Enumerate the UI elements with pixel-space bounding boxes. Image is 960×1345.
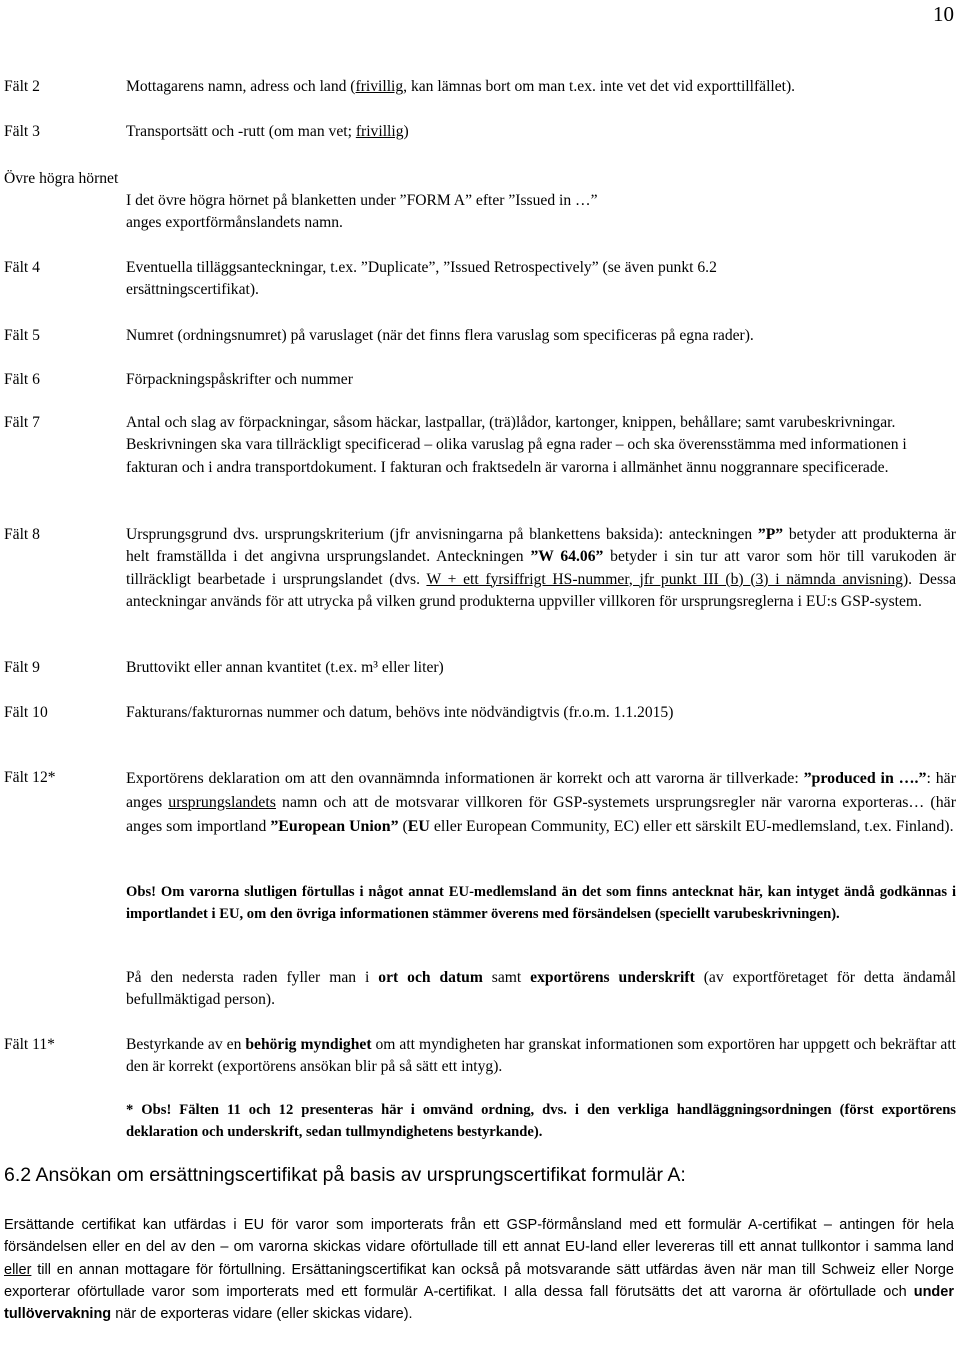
obs-note: Obs! Om varorna slutligen förtullas i något annat EU-medlemsland än det som finns antecknat här, kan intyget ändå godkännas i importlandet i EU, om den övriga informationen stämmer överens med försändelsen (speciellt varubeskrivningen). <box>126 884 956 922</box>
field-8-text: Ursprungsgrund dvs. ursprungskriterium (jfr anvisningarna på blankettens baksida): anteckningen ”P” betyder att produkterna är helt framställda i det angivna ursprungslandet. Anteckningen ”W 64.06” betyder i sin tur att varor som hör till varukoden är tillräckligt bearbetade i ursprungslandet (dvs. W + ett fyrsiffrigt HS-nummer, jfr punkt III (b) (3) i nämnda anvisning). Dessa anteckningar används för att utrycka på vilken grund produkterna uppviller villkoren för ursprungsreglerna i EU:s GSP-system. <box>126 526 957 610</box>
code-w: ”W 64.06” <box>530 548 604 566</box>
page-number: 10 <box>933 2 954 26</box>
field-6-text: Förpackningspåskrifter och nummer <box>126 371 353 388</box>
field-6-label: Fält 6 <box>4 371 40 388</box>
field-4-label: Fält 4 <box>4 259 40 276</box>
underskrift-bold: exportörens underskrift <box>530 969 695 986</box>
obs-note-order: * Obs! Fälten 11 och 12 presenteras här i omvänd ordning, dvs. i den verkliga handläggningsordningen (först exportörens deklaration och underskrift, sedan tullmyndighetens bestyrkande). <box>126 1102 956 1140</box>
field-11-label: Fält 11* <box>4 1036 55 1053</box>
ursprungslandets-underlined: ursprungslandets <box>168 794 276 811</box>
field-12-label: Fält 12* <box>4 769 56 786</box>
field-10-label: Fält 10 <box>4 704 48 721</box>
corner-heading: Övre högra hörnet <box>4 170 119 187</box>
eller-underlined: eller <box>4 1261 32 1278</box>
section-heading: 6.2 Ansökan om ersättningscertifikat på basis av ursprungscertifikat formulär A: <box>4 1164 686 1186</box>
field-7-label: Fält 7 <box>4 414 40 431</box>
ort-datum-bold: ort och datum <box>378 969 483 986</box>
european-union-bold: ”European Union” <box>270 818 399 835</box>
field-2-text: Mottagarens namn, adress och land (frivillig, kan lämnas bort om man t.ex. inte vet det vid exporttillfället). <box>126 78 796 95</box>
field-2-label: Fält 2 <box>4 78 40 95</box>
eu-bold: EU <box>407 818 430 835</box>
field-12-text: Exportörens deklaration om att den ovannämnda informationen är korrekt och att varorna är tillverkade: ”produced in ….”: här anges ursprungslandets namn och att de motsvarar villkoren för GSP-systemets ursprungsregler när varorna exporteras… (här anges som importland ”European Union” (EU eller European Community, EC) eller ett särskilt EU-medlemsland, t.ex. Finland). <box>126 770 956 835</box>
field-3-label: Fält 3 <box>4 123 40 140</box>
field-8-label: Fält 8 <box>4 526 40 543</box>
frivillig-underlined: frivillig <box>355 78 404 95</box>
behorig-myndighet-bold: behörig myndighet <box>245 1036 372 1053</box>
field-9-label: Fält 9 <box>4 659 40 676</box>
field-7-text: Antal och slag av förpackningar, såsom häckar, lastpallar, (trä)lådor, kartonger, knippen, behållare; samt varubeskrivningar. Beskrivningen ska vara tillräckligt specificerad – olika varuslag på egna rader – och ska överensstämma med informationen i fakturan och i andra transportdokument. I fakturan och fraktsedeln är varorna i allmänhet ännu noggrannare specificerade. <box>126 414 907 476</box>
field-5-label: Fält 5 <box>4 327 40 344</box>
produced-in-bold: ”produced in ….” <box>803 770 927 787</box>
code-p: ”P” <box>757 526 784 543</box>
field-3-text: Transportsätt och -rutt (om man vet; frivillig) <box>126 123 409 140</box>
field-9-text: Bruttovikt eller annan kvantitet (t.ex. m³ eller liter) <box>126 659 444 676</box>
field-10-text: Fakturans/fakturornas nummer och datum, behövs inte nödvändigtvis (fr.o.m. 1.1.2015) <box>126 704 674 721</box>
hs-number-underlined: W + ett fyrsiffrigt HS-nummer, jfr punkt III (b) (3) i nämnda anvisning <box>426 570 903 588</box>
section-body: Ersättande certifikat kan utfärdas i EU för varor som importerats från ett GSP-förmånsland med ett formulär A-certifikat – antingen för hela försändelsen eller en del av den – om varorna skickas vidare oförtullade till ett annat EU-land eller levereras till ett annat tullkontor i samma land eller till en annan mottagare för förtullning. Ersättaningscertifikat kan också på motsvarande sätt utfärdas även när man till Schweiz eller Norge exporterar oförtullade varor som importerats med ett formulär A-certifikat. I alla dessa fall förutsätts det att varorna är oförtullade och under tullövervakning när de exporteras vidare (eller skickas vidare). <box>4 1217 954 1323</box>
frivillig-underlined: frivillig <box>355 123 404 140</box>
corner-text: I det övre högra hörnet på blanketten under ”FORM A” efter ”Issued in …” anges exportförmånslandets namn. <box>126 192 598 232</box>
tullovervakning-bold: under tullövervakning <box>4 1283 954 1323</box>
field-11-text: Bestyrkande av en behörig myndighet om att myndigheten har granskat informationen som exportören har uppgett och bekräftar att den är korrekt (exportörens ansökan blir på så sätt ett intyg). <box>126 1036 957 1076</box>
field-4-text: Eventuella tilläggsanteckningar, t.ex. ”Duplicate”, ”Issued Retrospectively” (se även punkt 6.2 ersättningscertifikat). <box>126 259 717 299</box>
field-5-text: Numret (ordningsnumret) på varuslaget (när det finns flera varuslag som specificeras på egna rader). <box>126 327 754 344</box>
